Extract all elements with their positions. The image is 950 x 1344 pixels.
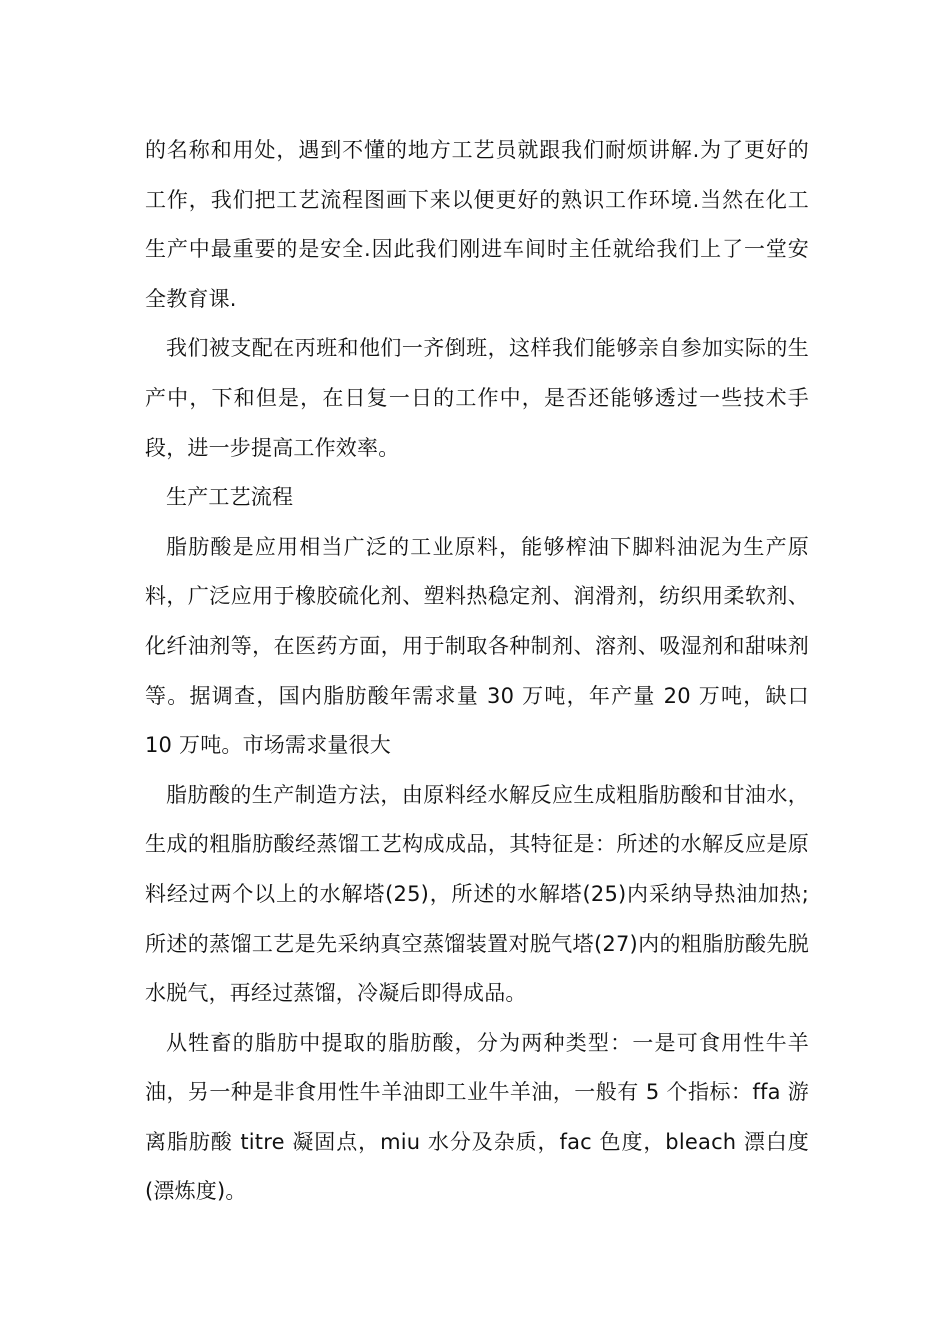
section-heading: 生产工艺流程 <box>166 485 294 510</box>
paragraph-3: 脂肪酸是应用相当广泛的工业原料，能够榨油下脚料油泥为生产原料，广泛应用于橡胶硫化剂、塑料热稳定剂、润滑剂，纺织用柔软剂、化纤油剂等，在医药方面，用于制取各种制剂、溶剂、吸湿剂和甜味剂等。据调查，国内脂肪酸年需求量 30 万吨，年产量 20 万吨，缺口 10 万吨。市场需求量很大 <box>145 534 809 758</box>
document-body <box>145 126 809 1217</box>
paragraph-5: 从牲畜的脂肪中提取的脂肪酸，分为两种类型：一是可食用性牛羊油，另一种是非食用性牛羊油即工业牛羊油，一般有 5 个指标：ffa 游离脂肪酸 titre 凝固点，miu 水分及杂质，fac 色度，bleach 漂白度(漂炼度)。 <box>145 1030 809 1204</box>
paragraph-2: 我们被支配在丙班和他们一齐倒班，这样我们能够亲自参加实际的生产中，下和但是，在日复一日的工作中，是否还能够透过一些技术手段，进一步提高工作效率。 <box>145 336 809 460</box>
paragraph-1: 的名称和用处，遇到不懂的地方工艺员就跟我们耐烦讲解.为了更好的工作，我们把工艺流程图画下来以便更好的熟识工作环境.当然在化工生产中最重要的是安全.因此我们刚进车间时主任就给我们上了一堂安全教育课. <box>145 138 809 311</box>
paragraph-4: 脂肪酸的生产制造方法，由原料经水解反应生成粗脂肪酸和甘油水，生成的粗脂肪酸经蒸馏工艺构成成品，其特征是：所述的水解反应是原料经过两个以上的水解塔(25)，所述的水解塔(25)内采纳导热油加热;所述的蒸馏工艺是先采纳真空蒸馏装置对脱气塔(27)内的粗脂肪酸先脱水脱气，再经过蒸馏，冷凝后即得成品。 <box>145 782 809 1006</box>
